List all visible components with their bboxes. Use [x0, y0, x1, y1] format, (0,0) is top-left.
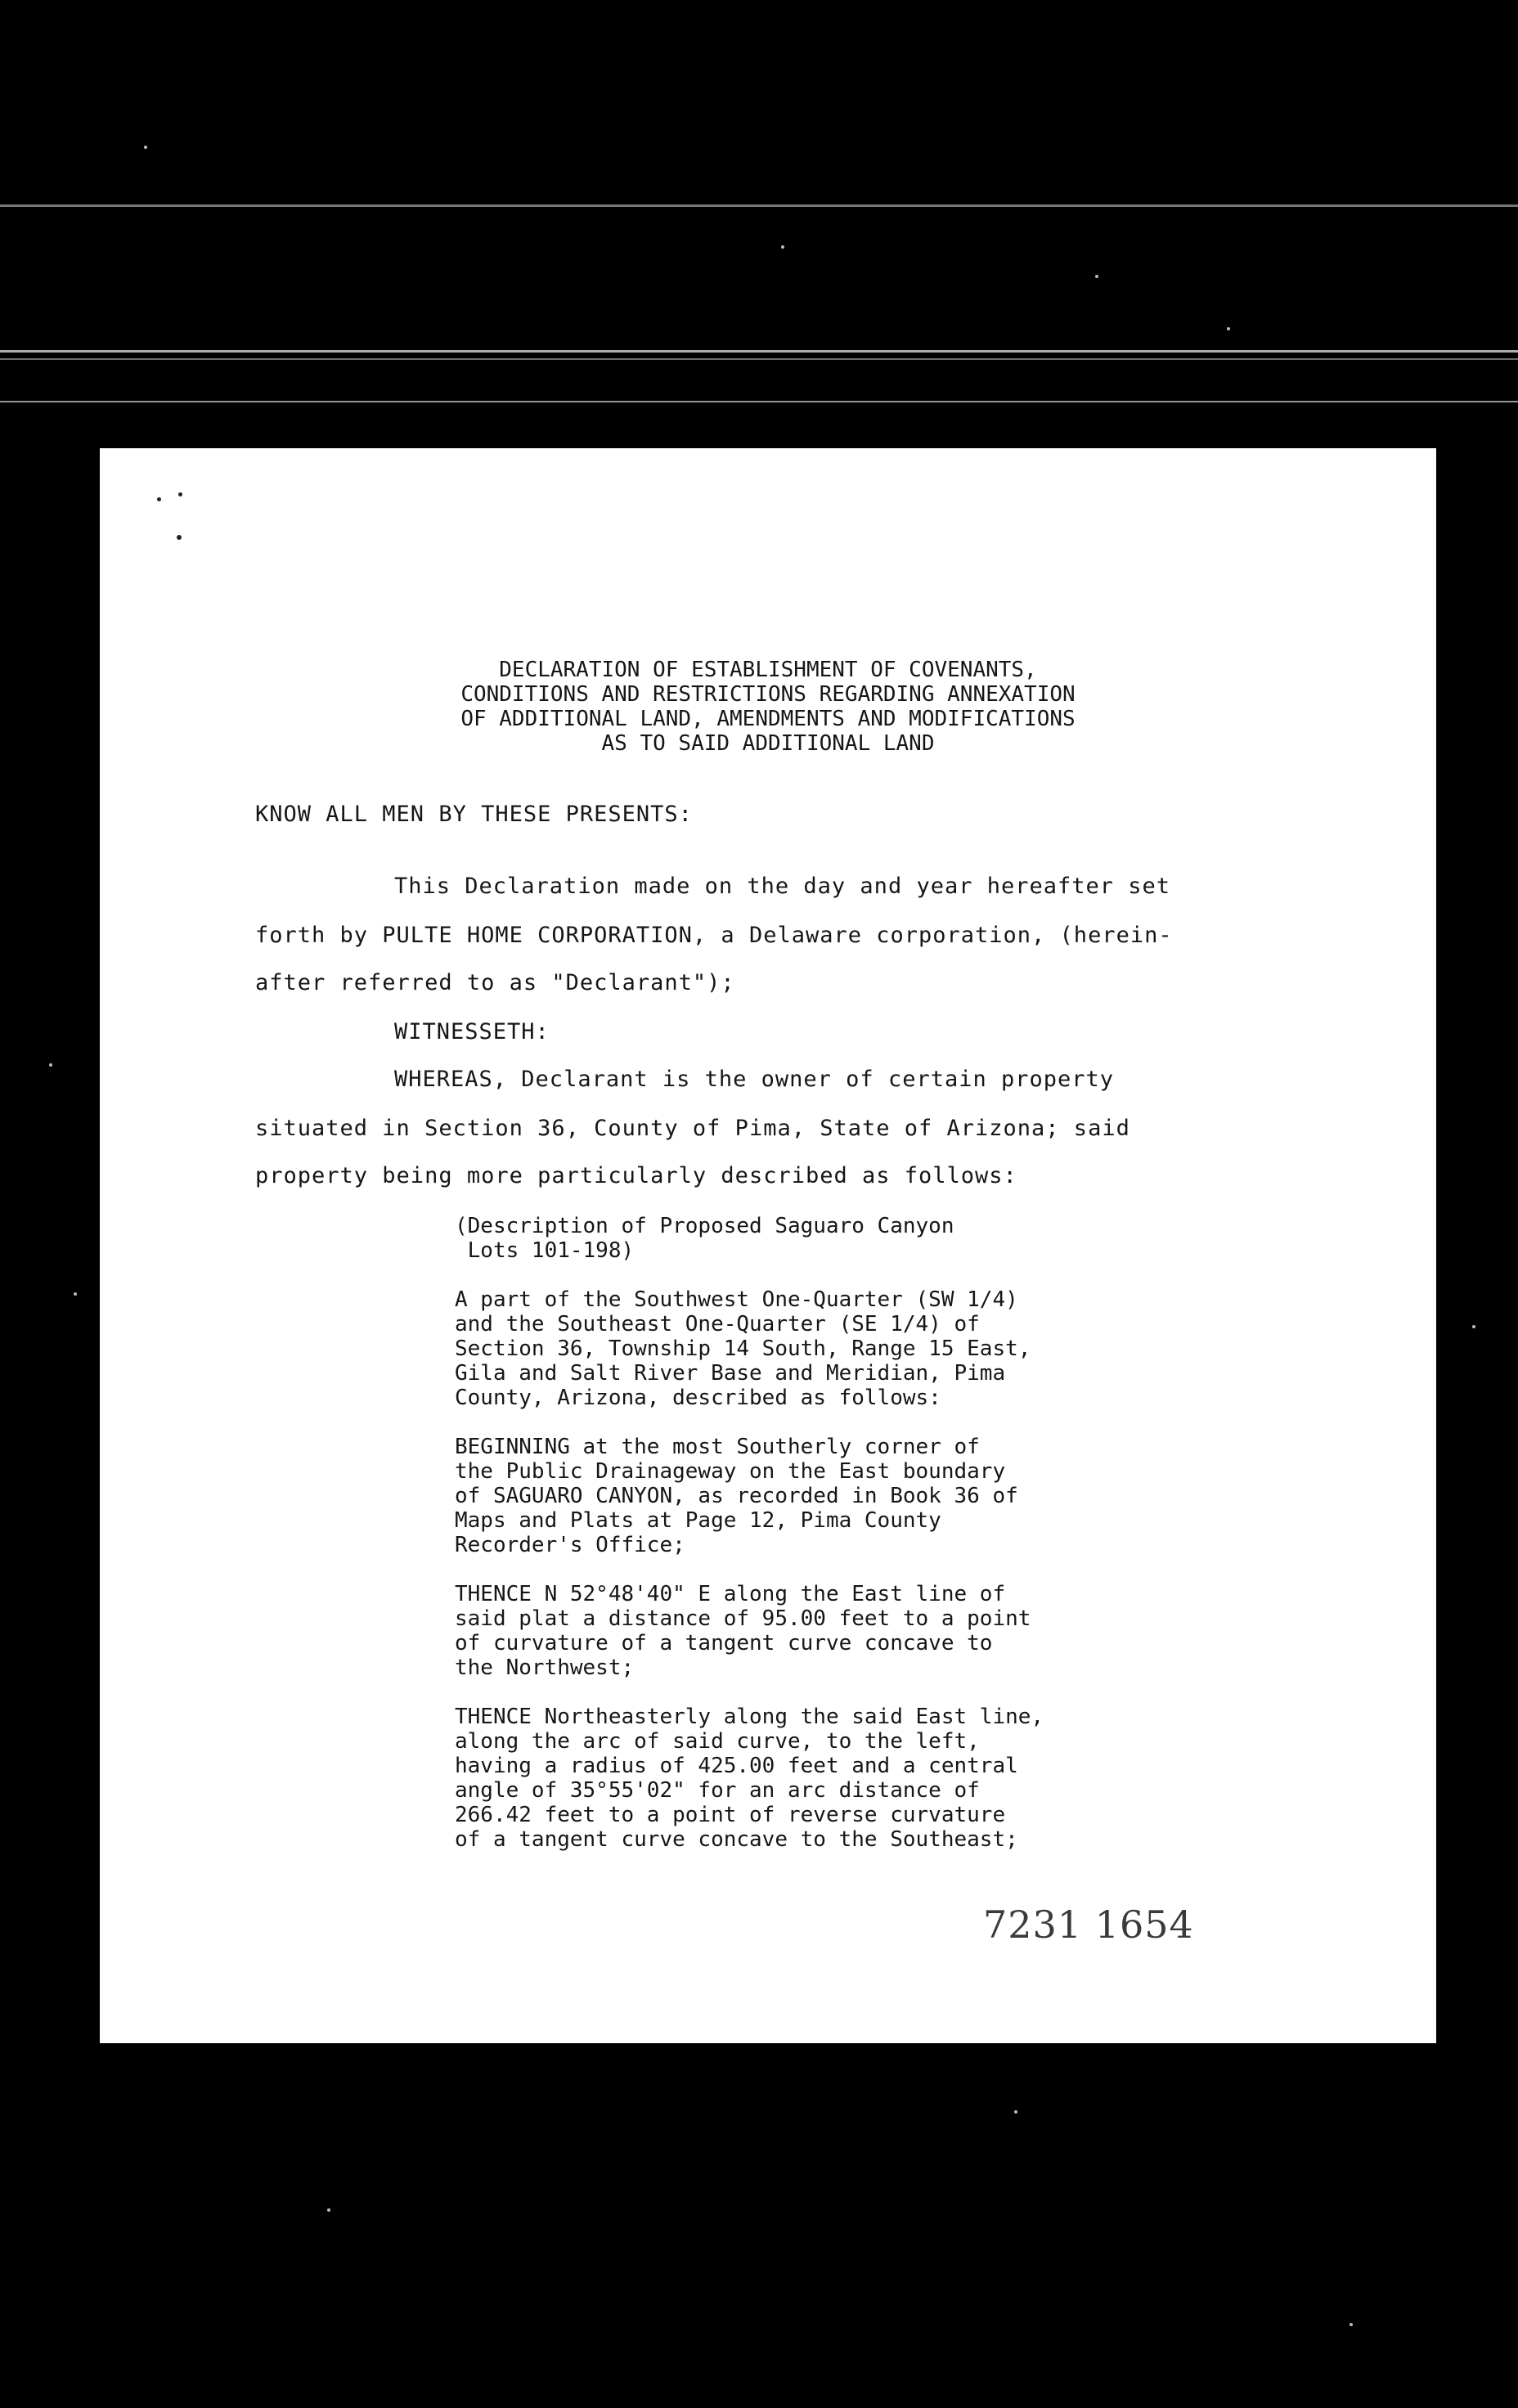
scan-artifact-line [0, 350, 1518, 353]
legal-description-line: the Northwest; [455, 1656, 635, 1680]
paper-mark [157, 497, 161, 501]
opening-line: KNOW ALL MEN BY THESE PRESENTS: [255, 802, 693, 827]
document-title-line: OF ADDITIONAL LAND, AMENDMENTS AND MODIFICATIONS [460, 707, 1076, 731]
paper-mark [177, 535, 182, 540]
document-page [100, 448, 1436, 2043]
intro-line: forth by PULTE HOME CORPORATION, a Delaware corporation, (herein- [255, 923, 1173, 948]
whereas-line: property being more particularly described as follows: [255, 1163, 1017, 1188]
legal-description-line: THENCE Northeasterly along the said East line, [455, 1705, 1044, 1729]
scan-speck [144, 146, 147, 149]
whereas-line: WHEREAS, Declarant is the owner of certain property [394, 1067, 1115, 1092]
legal-description-line: and the Southeast One-Quarter (SE 1/4) of [455, 1312, 980, 1337]
scan-speck [1472, 1325, 1475, 1328]
intro-line: after referred to as "Declarant"); [255, 970, 735, 995]
legal-description-line: Recorder's Office; [455, 1533, 685, 1557]
description-heading-line: Lots 101-198) [455, 1238, 635, 1263]
document-title-line: CONDITIONS AND RESTRICTIONS REGARDING ANNEXATION [460, 682, 1076, 707]
scan-speck [1095, 275, 1098, 278]
legal-description-line: A part of the Southwest One-Quarter (SW 1/4) [455, 1287, 1018, 1312]
legal-description-line: of curvature of a tangent curve concave to [455, 1631, 993, 1656]
legal-description-line: THENCE N 52°48'40" E along the East line of [455, 1582, 1006, 1606]
description-heading-line: (Description of Proposed Saguaro Canyon [455, 1214, 954, 1238]
legal-description-line: angle of 35°55'02" for an arc distance of [455, 1778, 980, 1803]
recording-number-stamp: 7231 1654 [983, 1903, 1194, 1947]
whereas-line: situated in Section 36, County of Pima, State of Arizona; said [255, 1116, 1130, 1141]
legal-description-line: Maps and Plats at Page 12, Pima County [455, 1508, 941, 1533]
scan-speck [1227, 327, 1230, 330]
legal-description-line: said plat a distance of 95.00 feet to a point [455, 1606, 1031, 1631]
scan-speck [74, 1292, 77, 1296]
document-title-line: AS TO SAID ADDITIONAL LAND [601, 731, 935, 756]
scan-speck [781, 245, 784, 249]
legal-description-line: County, Arizona, described as follows: [455, 1386, 941, 1410]
legal-description-line: Section 36, Township 14 South, Range 15 East, [455, 1337, 1031, 1361]
paper-mark [178, 492, 182, 496]
legal-description-line: along the arc of said curve, to the left, [455, 1729, 980, 1754]
legal-description-line: 266.42 feet to a point of reverse curvature [455, 1803, 1006, 1827]
legal-description-line: BEGINNING at the most Southerly corner of [455, 1435, 980, 1459]
scan-speck [49, 1063, 52, 1067]
scan-speck [1014, 2110, 1017, 2114]
scan-speck [1350, 2323, 1353, 2326]
scan-speck [327, 2208, 330, 2212]
scan-artifact-line [0, 204, 1518, 207]
legal-description-line: of SAGUARO CANYON, as recorded in Book 36 of [455, 1484, 1018, 1508]
document-title-line: DECLARATION OF ESTABLISHMENT OF COVENANTS, [499, 658, 1037, 682]
legal-description-line: Gila and Salt River Base and Meridian, Pima [455, 1361, 1006, 1386]
legal-description-line: of a tangent curve concave to the Southeast; [455, 1827, 1018, 1852]
scan-artifact-line [0, 401, 1518, 402]
scan-artifact-line [0, 358, 1518, 360]
witnesseth-heading: WITNESSETH: [394, 1019, 550, 1045]
legal-description-line: having a radius of 425.00 feet and a central [455, 1754, 1018, 1778]
legal-description-line: the Public Drainageway on the East boundary [455, 1459, 1006, 1484]
intro-line: This Declaration made on the day and year hereafter set [394, 874, 1171, 899]
